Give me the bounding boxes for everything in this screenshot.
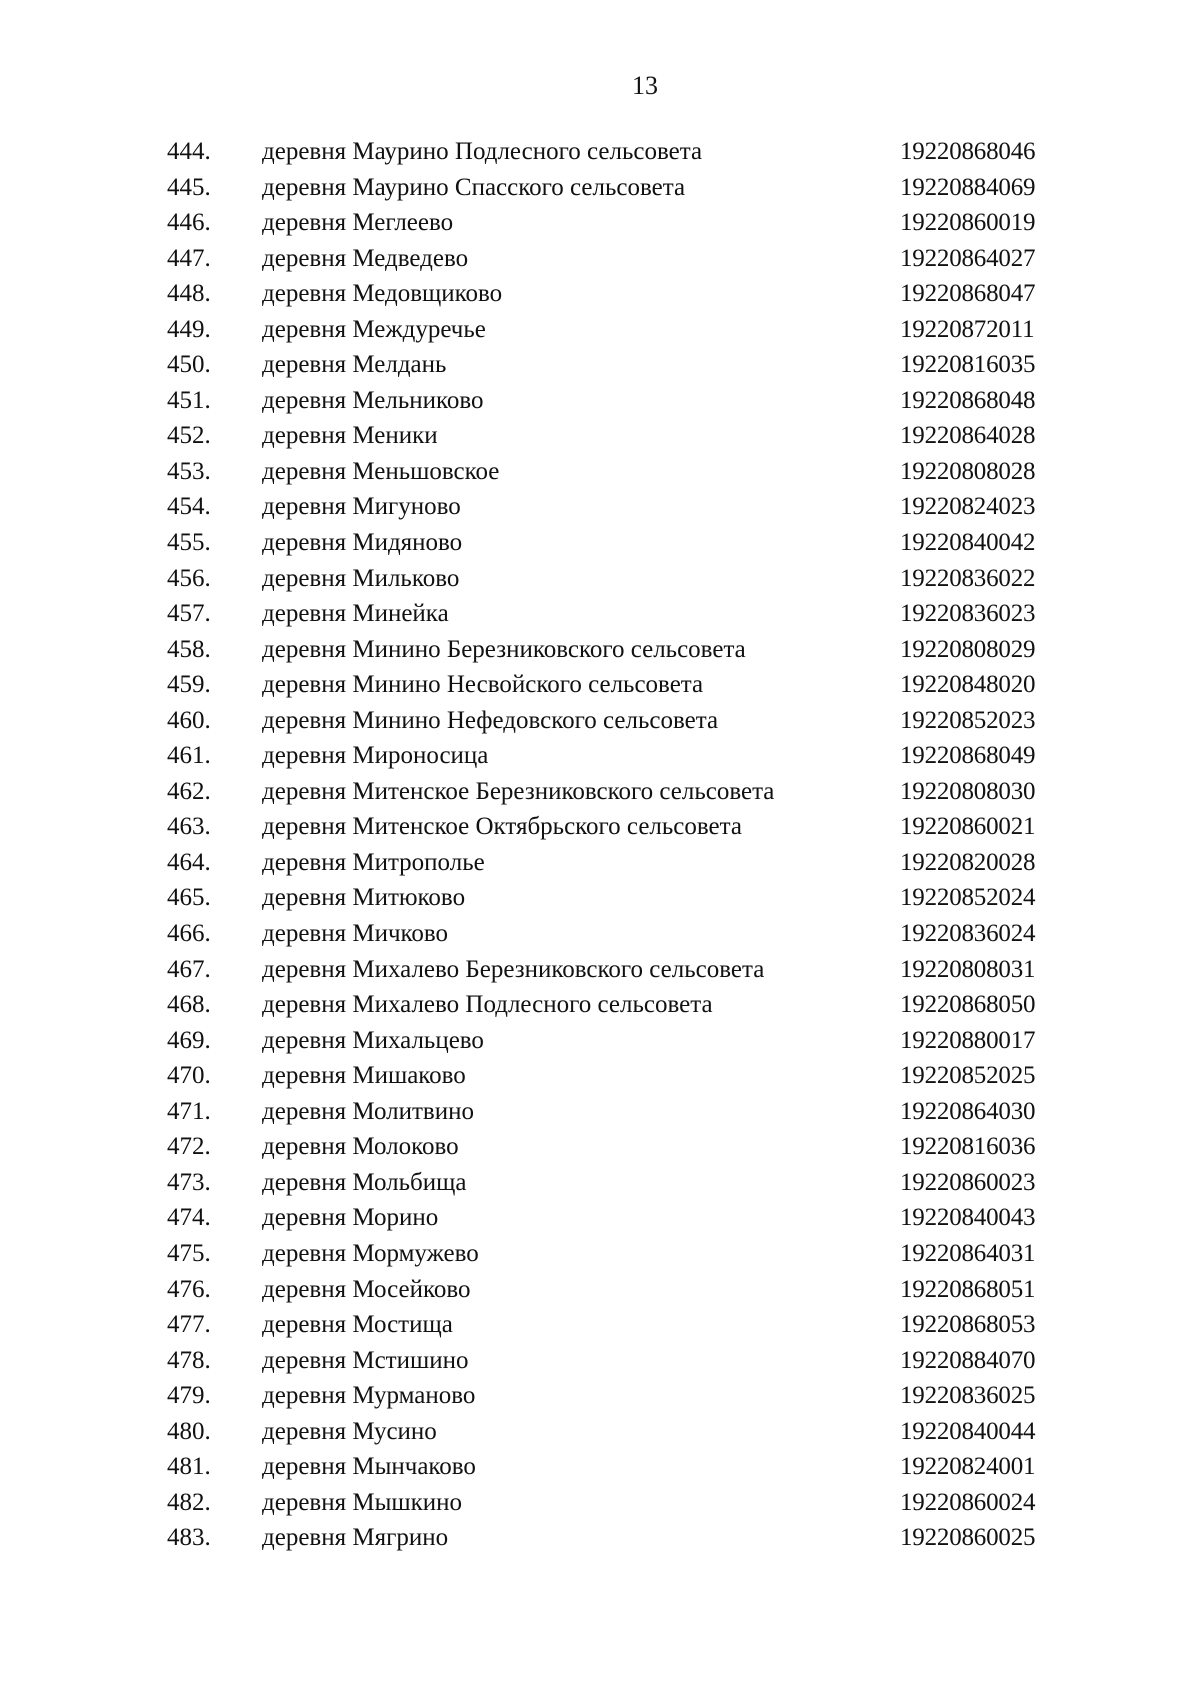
row-number: 479. — [167, 1382, 211, 1410]
list-item — [0, 738, 1200, 774]
list-item — [0, 1485, 1200, 1521]
oktmo-code: 19220864031 — [900, 1239, 1036, 1267]
settlement-name: деревня Минино Нефедовского сельсовета — [262, 706, 719, 734]
row-number: 471. — [167, 1097, 211, 1125]
settlement-name: деревня Мышкино — [262, 1488, 463, 1516]
oktmo-code: 19220852025 — [900, 1062, 1036, 1090]
list-item — [0, 1094, 1200, 1130]
list-item — [0, 1165, 1200, 1201]
settlement-name: деревня Митрополье — [262, 848, 485, 876]
oktmo-code: 19220836023 — [900, 600, 1036, 628]
row-number: 474. — [167, 1204, 211, 1232]
oktmo-code: 19220840044 — [900, 1417, 1036, 1445]
oktmo-code: 19220868047 — [900, 280, 1036, 308]
row-number: 483. — [167, 1524, 211, 1552]
row-number: 461. — [167, 742, 211, 770]
row-number: 453. — [167, 457, 211, 485]
settlement-name: деревня Мелдань — [262, 351, 447, 379]
settlement-name: деревня Мильково — [262, 564, 460, 592]
row-number: 480. — [167, 1417, 211, 1445]
list-item — [0, 1449, 1200, 1485]
list-item — [0, 880, 1200, 916]
row-number: 447. — [167, 244, 211, 272]
row-number: 475. — [167, 1239, 211, 1267]
settlement-name: деревня Мормужево — [262, 1239, 479, 1267]
list-item — [0, 1378, 1200, 1414]
oktmo-code: 19220884070 — [900, 1346, 1036, 1374]
oktmo-code: 19220808031 — [900, 955, 1036, 983]
settlement-name: деревня Маурино Спасского сельсовета — [262, 173, 686, 201]
oktmo-code: 19220884069 — [900, 173, 1036, 201]
row-number: 450. — [167, 351, 211, 379]
oktmo-code: 19220816035 — [900, 351, 1036, 379]
list-item — [0, 312, 1200, 348]
oktmo-code: 19220816036 — [900, 1133, 1036, 1161]
list-item — [0, 809, 1200, 845]
settlement-name: деревня Мироносица — [262, 742, 489, 770]
settlement-name: деревня Мидяново — [262, 529, 463, 557]
settlement-name: деревня Мынчаково — [262, 1453, 476, 1481]
row-number: 478. — [167, 1346, 211, 1374]
settlement-name: деревня Минино Несвойского сельсовета — [262, 671, 704, 699]
row-number: 472. — [167, 1133, 211, 1161]
row-number: 455. — [167, 529, 211, 557]
settlement-name: деревня Маурино Подлесного сельсовета — [262, 138, 703, 165]
settlement-name: деревня Мусино — [262, 1417, 437, 1445]
list-item — [0, 1307, 1200, 1343]
row-number: 476. — [167, 1275, 211, 1303]
list-item — [0, 845, 1200, 881]
list-item — [0, 454, 1200, 490]
settlement-name: деревня Мишаково — [262, 1062, 466, 1090]
row-number: 446. — [167, 209, 211, 237]
oktmo-code: 19220868051 — [900, 1275, 1036, 1303]
settlement-name: деревня Мичково — [262, 920, 449, 948]
oktmo-code: 19220860021 — [900, 813, 1036, 841]
list-item — [0, 952, 1200, 988]
settlement-name: деревня Молоково — [262, 1133, 459, 1161]
row-number: 444. — [167, 138, 211, 165]
oktmo-code: 19220864028 — [900, 422, 1036, 450]
settlement-name: деревня Митенское Октябрьского сельсовета — [262, 813, 742, 841]
list-item — [0, 383, 1200, 419]
settlement-name: деревня Молитвино — [262, 1097, 474, 1125]
row-number: 477. — [167, 1311, 211, 1339]
row-number: 473. — [167, 1168, 211, 1196]
settlement-name: деревня Минейка — [262, 600, 449, 628]
settlement-name: деревня Митенское Березниковского сельсовета — [262, 777, 775, 805]
list-item — [0, 1129, 1200, 1165]
list-item — [0, 489, 1200, 525]
row-number: 458. — [167, 635, 211, 663]
row-number: 459. — [167, 671, 211, 699]
row-number: 448. — [167, 280, 211, 308]
row-number: 460. — [167, 706, 211, 734]
settlement-name: деревня Меглеево — [262, 209, 454, 237]
row-number: 470. — [167, 1062, 211, 1090]
oktmo-code: 19220808030 — [900, 777, 1036, 805]
list-item — [0, 241, 1200, 277]
list-item — [0, 1200, 1200, 1236]
list-item — [0, 774, 1200, 810]
oktmo-code: 19220808028 — [900, 457, 1036, 485]
oktmo-code: 19220864027 — [900, 244, 1036, 272]
settlement-name: деревня Михалево Березниковского сельсовета — [262, 955, 765, 983]
list-item — [0, 561, 1200, 597]
settlement-name: деревня Мосейково — [262, 1275, 471, 1303]
oktmo-code: 19220860019 — [900, 209, 1036, 237]
list-item — [0, 418, 1200, 454]
list-item — [0, 134, 1200, 170]
settlement-name: деревня Междуречье — [262, 315, 486, 343]
row-number: 466. — [167, 920, 211, 948]
oktmo-code: 19220848020 — [900, 671, 1036, 699]
settlement-name: деревня Морино — [262, 1204, 439, 1232]
settlement-name: деревня Мостища — [262, 1311, 453, 1339]
list-item — [0, 1343, 1200, 1379]
settlement-name: деревня Мольбища — [262, 1168, 467, 1196]
settlement-name: деревня Мстишино — [262, 1346, 469, 1374]
settlement-name: деревня Меники — [262, 422, 438, 450]
oktmo-code: 19220860023 — [900, 1168, 1036, 1196]
row-number: 457. — [167, 600, 211, 628]
list-item — [0, 596, 1200, 632]
oktmo-code: 19220868046 — [900, 138, 1036, 165]
oktmo-code: 19220864030 — [900, 1097, 1036, 1125]
list-item — [0, 1414, 1200, 1450]
settlement-name: деревня Минино Березниковского сельсовета — [262, 635, 746, 663]
list-item — [0, 276, 1200, 312]
row-number: 463. — [167, 813, 211, 841]
page-number: 13 — [632, 71, 658, 100]
oktmo-code: 19220880017 — [900, 1026, 1036, 1054]
settlement-name: деревня Мельниково — [262, 386, 484, 414]
row-number: 481. — [167, 1453, 211, 1481]
settlement-name: деревня Мурманово — [262, 1382, 476, 1410]
settlement-name: деревня Михалево Подлесного сельсовета — [262, 991, 713, 1019]
oktmo-code: 19220836024 — [900, 920, 1036, 948]
list-item — [0, 1520, 1200, 1556]
row-number: 456. — [167, 564, 211, 592]
settlement-name: деревня Медовщиково — [262, 280, 503, 308]
settlement-name: деревня Мягрино — [262, 1524, 449, 1552]
row-number: 451. — [167, 386, 211, 414]
list-item — [0, 170, 1200, 206]
list-item — [0, 1236, 1200, 1272]
row-number: 482. — [167, 1488, 211, 1516]
settlement-name: деревня Меньшовское — [262, 457, 500, 485]
oktmo-code: 19220872011 — [900, 315, 1035, 343]
oktmo-code: 19220868050 — [900, 991, 1036, 1019]
settlement-list — [0, 134, 1200, 1556]
oktmo-code: 19220868049 — [900, 742, 1036, 770]
row-number: 445. — [167, 173, 211, 201]
oktmo-code: 19220836022 — [900, 564, 1036, 592]
settlement-name: деревня Медведево — [262, 244, 469, 272]
settlement-name: деревня Митюково — [262, 884, 466, 912]
list-item — [0, 1058, 1200, 1094]
row-number: 467. — [167, 955, 211, 983]
oktmo-code: 19220836025 — [900, 1382, 1036, 1410]
row-number: 462. — [167, 777, 211, 805]
list-item — [0, 525, 1200, 561]
oktmo-code: 19220820028 — [900, 848, 1036, 876]
list-item — [0, 703, 1200, 739]
list-item — [0, 632, 1200, 668]
oktmo-code: 19220860025 — [900, 1524, 1036, 1552]
row-number: 454. — [167, 493, 211, 521]
row-number: 449. — [167, 315, 211, 343]
oktmo-code: 19220852024 — [900, 884, 1036, 912]
settlement-name: деревня Мигуново — [262, 493, 461, 521]
list-item — [0, 347, 1200, 383]
oktmo-code: 19220860024 — [900, 1488, 1036, 1516]
oktmo-code: 19220852023 — [900, 706, 1036, 734]
settlement-name: деревня Михальцево — [262, 1026, 484, 1054]
oktmo-code: 19220840042 — [900, 529, 1036, 557]
row-number: 468. — [167, 991, 211, 1019]
list-item — [0, 1023, 1200, 1059]
row-number: 469. — [167, 1026, 211, 1054]
oktmo-code: 19220824001 — [900, 1453, 1036, 1481]
row-number: 452. — [167, 422, 211, 450]
oktmo-code: 19220868053 — [900, 1311, 1036, 1339]
list-item — [0, 205, 1200, 241]
oktmo-code: 19220808029 — [900, 635, 1036, 663]
oktmo-code: 19220840043 — [900, 1204, 1036, 1232]
row-number: 465. — [167, 884, 211, 912]
oktmo-code: 19220824023 — [900, 493, 1036, 521]
oktmo-code: 19220868048 — [900, 386, 1036, 414]
row-number: 464. — [167, 848, 211, 876]
list-item — [0, 916, 1200, 952]
list-item — [0, 987, 1200, 1023]
list-item — [0, 667, 1200, 703]
list-item — [0, 1272, 1200, 1308]
